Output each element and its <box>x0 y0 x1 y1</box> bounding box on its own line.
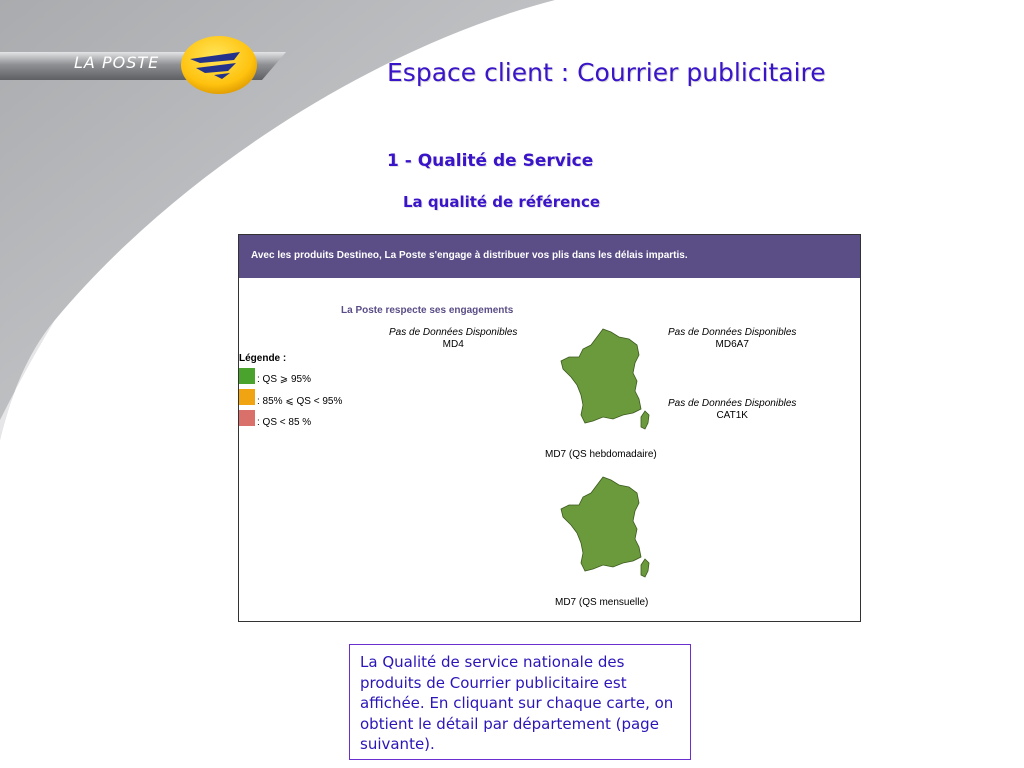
panel-header-text: Avec les produits Destineo, La Poste s'engage à distribuer vos plis dans les délais impartis. <box>251 250 688 261</box>
map-caption-weekly: MD7 (QS hebdomadaire) <box>545 449 657 460</box>
france-map-monthly[interactable] <box>559 475 659 581</box>
product-code-cat1k: CAT1K <box>716 410 748 421</box>
info-box <box>349 644 691 760</box>
france-map-weekly[interactable] <box>559 327 659 433</box>
legend-swatch-orange <box>239 389 255 405</box>
product-code-md6a7: MD6A7 <box>715 339 749 350</box>
map-caption-monthly: MD7 (QS mensuelle) <box>555 597 649 608</box>
no-data-cat1k <box>668 398 796 421</box>
legend-swatch-green <box>239 368 255 384</box>
no-data-label: Pas de Données Disponibles <box>668 327 797 338</box>
legend-label-orange: : 85% ⩽ QS < 95% <box>257 396 343 407</box>
no-data-md6a7 <box>668 327 796 350</box>
legend-title: Légende : <box>239 353 287 364</box>
no-data-label: Pas de Données Disponibles <box>668 398 797 409</box>
engagement-title: La Poste respecte ses engagements <box>341 305 514 316</box>
quality-panel <box>238 234 861 622</box>
legend-label-green: : QS ⩾ 95% <box>257 374 311 385</box>
legend-label-red: : QS < 85 % <box>257 417 312 428</box>
section-subtitle: La qualité de référence <box>403 193 601 211</box>
product-code-md4: MD4 <box>442 339 464 350</box>
panel-header <box>239 235 860 278</box>
legend-swatch-red <box>239 410 255 426</box>
no-data-label: Pas de Données Disponibles <box>389 327 518 338</box>
info-text: La Qualité de service nationale des produits de Courrier publicitaire est affichée. En cliquant sur chaque carte, on obtient le détail par département (page suivante). <box>360 653 674 753</box>
brand-name: LA POSTE <box>74 53 160 72</box>
no-data-md4 <box>389 327 517 350</box>
section-title: 1 - Qualité de Service <box>387 151 594 171</box>
page-title: Espace client : Courrier publicitaire <box>387 58 826 87</box>
